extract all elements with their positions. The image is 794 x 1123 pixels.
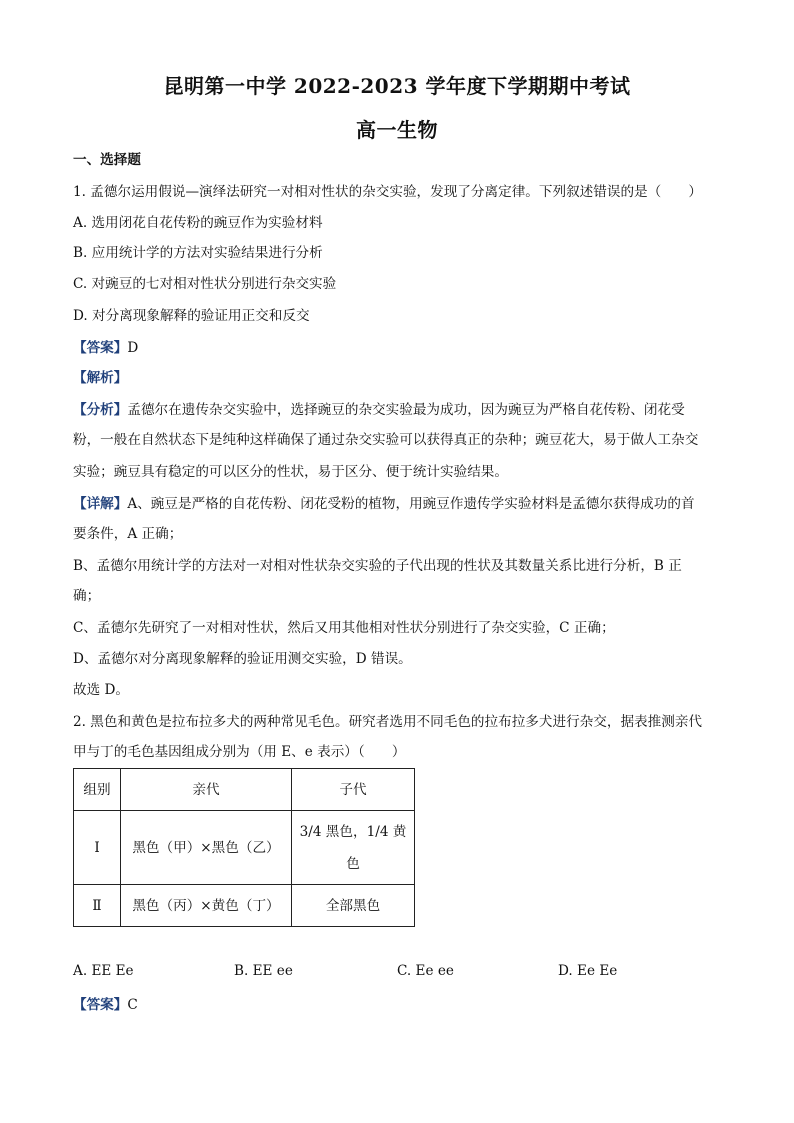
q1-fenxi-line-2: 粉，一般在自然状态下是纯种这样确保了通过杂交实验可以获得真正的杂种；豌豆花大，易于做人工杂交 [73, 432, 699, 448]
fenxi-text: 孟德尔在遗传杂交实验中，选择豌豆的杂交实验最为成功，因为豌豆为严格自花传粉、闭花受 [127, 402, 685, 418]
cross-result-table [73, 768, 415, 927]
answer-value: D [127, 340, 139, 356]
q1-xiangjie-line-3: B、孟德尔用统计学的方法对一对相对性状杂交实验的子代出现的性状及其数量关系比进行分析，B 正 [73, 558, 682, 574]
analysis-tag: 【解析】 [73, 370, 128, 386]
q2-option-c: C. Ee ee [397, 963, 454, 979]
q1-option-d: D. 对分离现象解释的验证用正交和反交 [73, 308, 310, 324]
row-parents: 黑色（丙）×黄色（丁） [121, 885, 292, 927]
row-parents: 黑色（甲）×黑色（乙） [121, 811, 292, 885]
xiangjie-text: A、豌豆是严格的自花传粉、闭花受粉的植物，用豌豆作遗传学实验材料是孟德尔获得成功的首 [127, 496, 695, 512]
row-group: Ⅰ [74, 811, 121, 885]
q1-answer [73, 338, 733, 358]
answer-value: C [127, 997, 138, 1013]
q1-xiangjie-line-6: D、孟德尔对分离现象解释的验证用测交实验，D 错误。 [73, 651, 412, 667]
q1-option-b: B. 应用统计学的方法对实验结果进行分析 [73, 245, 323, 261]
q1-fenxi-line-3: 实验；豌豆具有稳定的可以区分的性状，易于区分、便于统计实验结果。 [73, 464, 508, 480]
table-header-row [74, 769, 415, 811]
q1-conclusion: 故选 D。 [73, 682, 130, 698]
q1-xiangjie-line-1 [73, 494, 733, 514]
section-heading: 一、选择题 [73, 152, 141, 168]
header-offspring: 子代 [292, 769, 415, 811]
q1-option-c: C. 对豌豆的七对相对性状分别进行杂交实验 [73, 276, 337, 292]
header-group: 组别 [74, 769, 121, 811]
q1-xiangjie-line-4: 确； [73, 588, 101, 604]
q1-xiangjie-line-2: 要条件，A 正确； [73, 526, 183, 542]
q2-option-a: A. EE Ee [73, 963, 134, 979]
offspring-line-2: 色 [346, 855, 360, 872]
table-row [74, 885, 415, 927]
row-offspring: 全部黑色 [292, 885, 415, 927]
q2-stem-line-1: 2. 黑色和黄色是拉布拉多犬的两种常见毛色。研究者选用不同毛色的拉布拉多犬进行杂交，据表推测亲代 [73, 714, 703, 730]
table-row [74, 811, 415, 885]
q1-fenxi-line-1 [73, 400, 733, 420]
row-offspring [292, 811, 415, 885]
row-group: Ⅱ [74, 885, 121, 927]
offspring-line-1: 3/4 黑色，1/4 黄 [299, 823, 407, 840]
header-parents: 亲代 [121, 769, 292, 811]
answer-tag: 【答案】 [73, 997, 128, 1013]
q2-option-d: D. Ee Ee [558, 963, 618, 979]
answer-tag: 【答案】 [73, 340, 128, 356]
q2-answer [73, 995, 733, 1015]
q2-option-b: B. EE ee [234, 963, 293, 979]
q1-analysis-heading [73, 368, 733, 388]
q2-stem-line-2: 甲与丁的毛色基因组成分别为（用 E、e 表示）（ ） [73, 744, 406, 760]
exam-title: 昆明第一中学 2022-2023 学年度下学期期中考试 [163, 74, 631, 98]
q1-xiangjie-line-5: C、孟德尔先研究了一对相对性状，然后又用其他相对性状分别进行了杂交实验，C 正确； [73, 620, 615, 636]
q1-option-a: A. 选用闭花自花传粉的豌豆作为实验材料 [73, 215, 323, 231]
q1-stem: 1. 孟德尔运用假说—演绎法研究一对相对性状的杂交实验，发现了分离定律。下列叙述错误的是（ ） [73, 184, 703, 200]
exam-subtitle: 高一生物 [356, 118, 438, 142]
fenxi-tag: 【分析】 [73, 402, 128, 418]
xiangjie-tag: 【详解】 [73, 496, 128, 512]
